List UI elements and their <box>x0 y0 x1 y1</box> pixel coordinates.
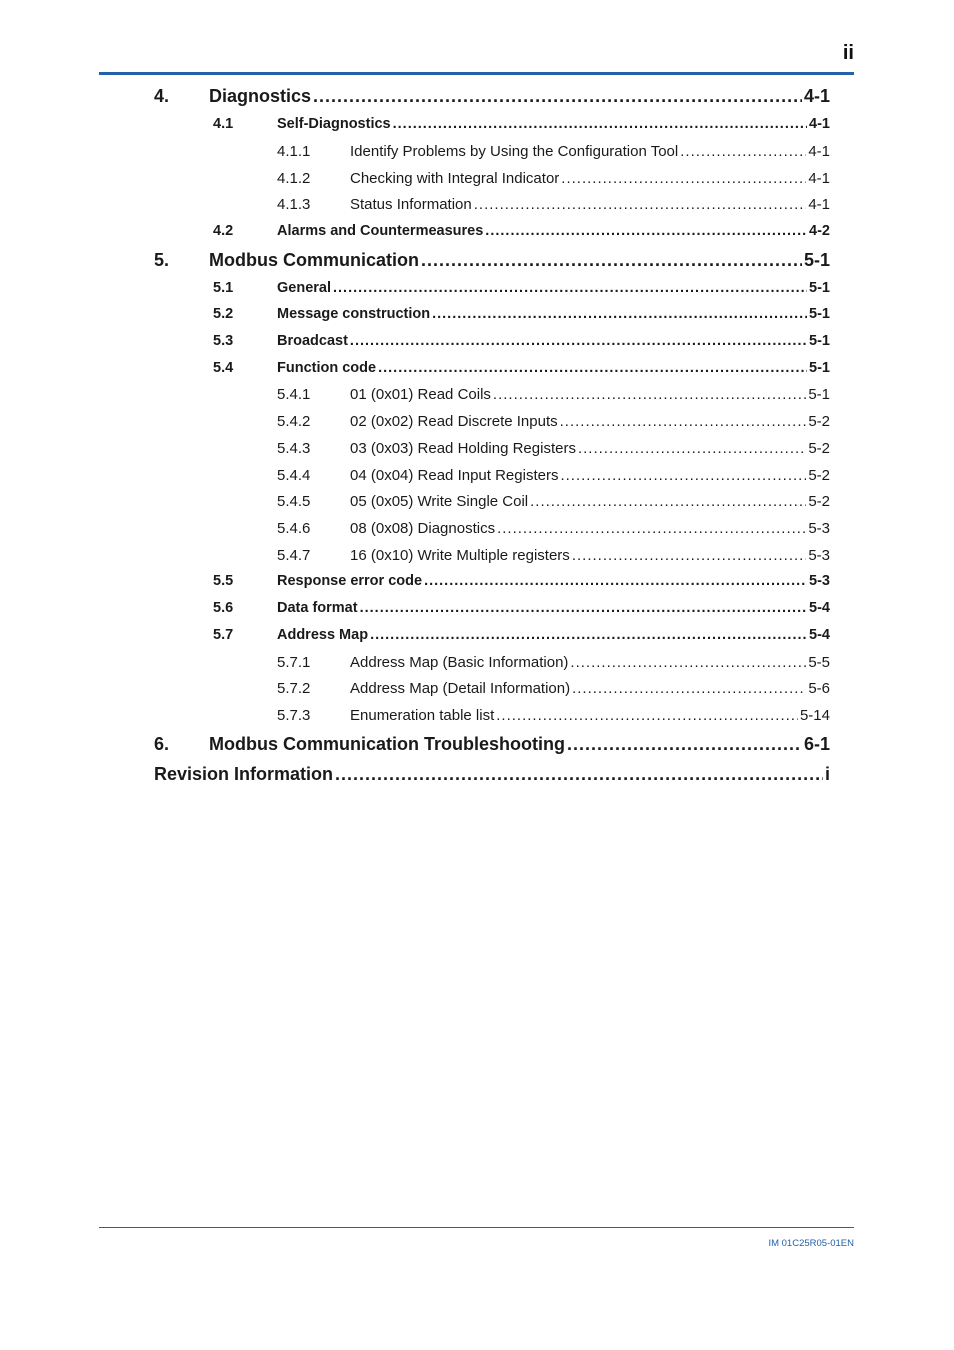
toc-entry[interactable] <box>0 547 830 565</box>
toc-entry[interactable] <box>0 680 830 698</box>
toc-entry-title: Broadcast <box>277 333 348 349</box>
toc-entry[interactable] <box>0 143 830 161</box>
toc-entry[interactable] <box>0 707 830 725</box>
toc-entry-number: 5.4 <box>213 360 234 376</box>
toc-entry-number: 5. <box>154 250 170 270</box>
toc-entry-title: 04 (0x04) Read Input Registers <box>350 467 559 484</box>
toc-entry[interactable] <box>0 573 830 591</box>
toc-entry-page: 4-1 <box>803 86 830 106</box>
toc-entry[interactable] <box>0 360 830 378</box>
footer-rule <box>99 1227 854 1228</box>
dot-leader <box>333 280 807 296</box>
toc-entry-number: 5.4.1 <box>277 386 311 403</box>
toc-entry-number: 4.1.3 <box>277 196 311 213</box>
toc-entry-number: 6. <box>154 734 170 754</box>
dot-leader <box>572 680 806 697</box>
toc-entry-number: 5.4.3 <box>277 440 311 457</box>
toc-entry-number: 4. <box>154 86 170 106</box>
toc-entry-title: Address Map (Detail Information) <box>350 680 571 697</box>
toc-entry-title: Diagnostics <box>209 86 312 106</box>
toc-entry[interactable] <box>0 600 830 618</box>
toc-entry-page: 5-1 <box>803 250 830 270</box>
toc-entry-number: 4.1 <box>213 116 234 132</box>
toc-entry-page: 6-1 <box>803 734 830 754</box>
dot-leader <box>567 734 802 755</box>
toc-entry[interactable] <box>0 250 830 272</box>
toc-entry[interactable] <box>0 333 830 351</box>
toc-entry-title: 08 (0x08) Diagnostics <box>350 520 496 537</box>
toc-entry-number: 5.2 <box>213 306 234 322</box>
toc-entry-page: 5-1 <box>809 333 830 349</box>
toc-entry-page: 5-14 <box>799 707 830 724</box>
dot-leader <box>335 764 823 785</box>
toc-entry-page: 4-1 <box>808 170 830 187</box>
toc-entry-page: 4-1 <box>808 143 830 160</box>
toc-entry-page: 5-3 <box>808 547 830 564</box>
toc-entry-title: 01 (0x01) Read Coils <box>350 386 491 403</box>
toc-entry[interactable] <box>0 386 830 404</box>
toc-entry[interactable] <box>0 627 830 645</box>
toc-entry-title: Modbus Communication Troubleshooting <box>209 734 565 754</box>
toc-entry-page: 5-3 <box>809 573 830 589</box>
toc-entry[interactable] <box>0 280 830 298</box>
dot-leader <box>421 250 802 271</box>
toc-entry-number: 4.2 <box>213 223 234 239</box>
toc-entry-number: 4.1.1 <box>277 143 311 160</box>
toc-entry-number: 5.4.4 <box>277 467 311 484</box>
toc-entry-page: 5-3 <box>808 520 830 537</box>
toc-entry-page: 5-2 <box>808 440 830 457</box>
dot-leader <box>474 196 807 213</box>
toc-entry-number: 5.7.3 <box>277 707 311 724</box>
dot-leader <box>572 547 807 564</box>
toc-entry-title: 16 (0x10) Write Multiple registers <box>350 547 570 564</box>
toc-entry-title: Modbus Communication <box>209 250 419 270</box>
document-id: IM 01C25R05-01EN <box>768 1238 854 1249</box>
toc-entry-number: 5.5 <box>213 573 234 589</box>
toc-entry-page: 5-5 <box>808 654 830 671</box>
toc-entry[interactable] <box>0 467 830 485</box>
toc-entry-page: 5-2 <box>808 413 830 430</box>
dot-leader <box>560 413 807 430</box>
toc-entry[interactable] <box>0 520 830 538</box>
toc-entry[interactable] <box>0 440 830 458</box>
toc-entry[interactable] <box>0 116 830 134</box>
dot-leader <box>497 520 806 537</box>
toc-entry-page: 4-1 <box>809 116 830 132</box>
dot-leader <box>493 386 806 403</box>
toc-entry-number: 5.7 <box>213 627 234 643</box>
toc-entry-title: Address Map (Basic Information) <box>350 654 569 671</box>
dot-leader <box>350 333 807 349</box>
toc-entry-title: Self-Diagnostics <box>277 116 391 132</box>
dot-leader <box>378 360 807 376</box>
toc-entry-number: 5.4.5 <box>277 493 311 510</box>
dot-leader <box>424 573 807 589</box>
dot-leader <box>570 654 806 671</box>
dot-leader <box>680 143 806 160</box>
toc-entry-page: 4-2 <box>809 223 830 239</box>
dot-leader <box>496 707 798 724</box>
toc-entry-number: 4.1.2 <box>277 170 311 187</box>
toc-entry-title: Identify Problems by Using the Configuration Tool <box>350 143 679 160</box>
toc-entry-page: 4-1 <box>808 196 830 213</box>
toc-entry[interactable] <box>0 413 830 431</box>
toc-entry-page: 5-1 <box>809 306 830 322</box>
toc-entry-number: 5.7.1 <box>277 654 311 671</box>
toc-entry-title: Data format <box>277 600 358 616</box>
toc-entry-number: 5.4.2 <box>277 413 311 430</box>
toc-entry[interactable] <box>0 170 830 188</box>
toc-entry-title: Checking with Integral Indicator <box>350 170 560 187</box>
toc-entry[interactable] <box>0 86 830 108</box>
toc-entry[interactable] <box>0 306 830 324</box>
dot-leader <box>313 86 802 107</box>
dot-leader <box>485 223 807 239</box>
toc-entry-page: 5-2 <box>808 493 830 510</box>
toc-entry-page: 5-4 <box>809 600 830 616</box>
toc-entry-number: 5.6 <box>213 600 234 616</box>
dot-leader <box>432 306 807 322</box>
toc-entry-title: Revision Information <box>154 764 334 784</box>
toc-entry-number: 5.4.6 <box>277 520 311 537</box>
toc-entry-number: 5.1 <box>213 280 234 296</box>
toc-entry[interactable] <box>0 654 830 672</box>
toc-entry-title: Alarms and Countermeasures <box>277 223 484 239</box>
toc-entry-page: 5-2 <box>808 467 830 484</box>
toc-entry-page: i <box>824 764 830 784</box>
dot-leader <box>360 600 807 616</box>
toc-entry-title: Message construction <box>277 306 431 322</box>
toc-entry-title: Enumeration table list <box>350 707 495 724</box>
toc-entry[interactable] <box>0 734 830 756</box>
toc-entry-title: 03 (0x03) Read Holding Registers <box>350 440 576 457</box>
dot-leader <box>578 440 806 457</box>
dot-leader <box>370 627 807 643</box>
toc-entry[interactable] <box>0 196 830 214</box>
toc-entry-title: Address Map <box>277 627 369 643</box>
header-rule <box>99 72 854 75</box>
toc-entry-title: 02 (0x02) Read Discrete Inputs <box>350 413 558 430</box>
toc-entry-page: 5-6 <box>808 680 830 697</box>
toc-entry-title: Function code <box>277 360 377 376</box>
toc-entry-number: 5.3 <box>213 333 234 349</box>
toc-entry[interactable] <box>0 764 830 786</box>
dot-leader <box>561 170 806 187</box>
toc-entry-title: Status Information <box>350 196 472 213</box>
toc-entry-title: 05 (0x05) Write Single Coil <box>350 493 529 510</box>
toc-entry-page: 5-1 <box>809 280 830 296</box>
dot-leader <box>393 116 807 132</box>
page-number: ii <box>842 42 854 64</box>
dot-leader <box>530 493 806 510</box>
toc-entry[interactable] <box>0 223 830 241</box>
toc-entry[interactable] <box>0 493 830 511</box>
toc-entry-number: 5.4.7 <box>277 547 311 564</box>
toc-entry-page: 5-1 <box>809 360 830 376</box>
toc-entry-page: 5-4 <box>809 627 830 643</box>
toc-entry-title: General <box>277 280 331 296</box>
dot-leader <box>560 467 806 484</box>
toc-entry-page: 5-1 <box>808 386 830 403</box>
toc-entry-title: Response error code <box>277 573 423 589</box>
toc-entry-number: 5.7.2 <box>277 680 311 697</box>
